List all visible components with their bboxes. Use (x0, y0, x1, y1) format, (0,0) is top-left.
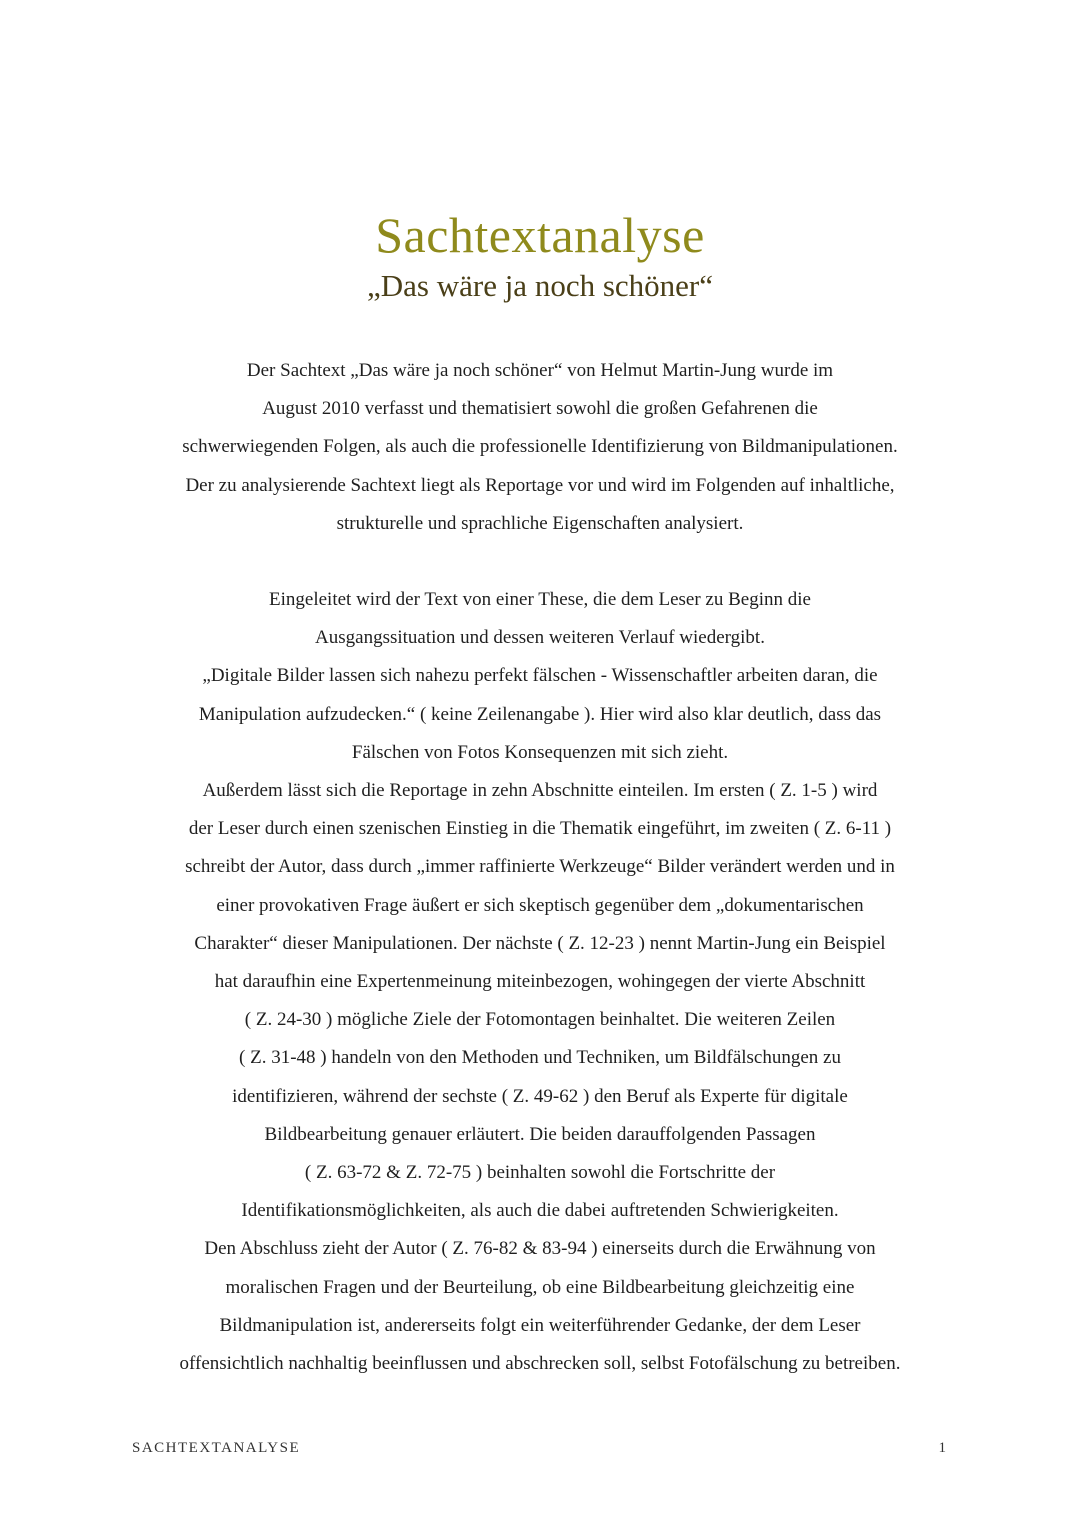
text-line: offensichtlich nachhaltig beeinflussen und abschrecken soll, selbst Fotofälschung zu betreiben. (179, 1353, 901, 1375)
page-number: 1 (938, 1440, 946, 1456)
text-line: ( Z. 63-72 & Z. 72-75 ) beinhalten sowohl die Fortschritte der (304, 1162, 776, 1184)
text-line: Manipulation aufzudecken.“ ( keine Zeilenangabe ). Hier wird also klar deutlich, dass das (198, 703, 882, 725)
paragraph-introduction (110, 352, 970, 543)
text-line: identifizieren, während der sechste ( Z. 49-62 ) den Beruf als Experte für digitale (232, 1085, 848, 1107)
text-line: ( Z. 31-48 ) handeln von den Methoden und Techniken, um Bildfälschungen zu (239, 1047, 841, 1069)
text-line: schwerwiegenden Folgen, als auch die professionelle Identifizierung von Bildmanipulationen. (182, 436, 898, 458)
text-line: einer provokativen Frage äußert er sich skeptisch gegenüber dem „dokumentarischen (216, 894, 864, 916)
text-line: schreibt der Autor, dass durch „immer raffinierte Werkzeuge“ Bilder verändert werden und in (185, 856, 895, 878)
page-title: Sachtextanalyse (375, 207, 705, 263)
text-line: Den Abschluss zieht der Autor ( Z. 76-82 & 83-94 ) einerseits durch die Erwähnung von (204, 1238, 876, 1260)
text-line: Identifikationsmöglichkeiten, als auch die dabei auftretenden Schwierigkeiten. (241, 1200, 839, 1222)
text-line: strukturelle und sprachliche Eigenschaften analysiert. (336, 512, 744, 534)
footer-label: SACHTEXTANALYSE (132, 1440, 301, 1456)
text-line: der Leser durch einen szenischen Einstieg in die Thematik eingeführt, im zweiten ( Z. 6-11 ) (188, 818, 892, 840)
text-line: Der zu analysierende Sachtext liegt als Reportage vor und wird im Folgenden auf inhaltliche, (185, 474, 895, 496)
page-subtitle: „Das wäre ja noch schöner“ (367, 268, 713, 303)
body-text (110, 352, 970, 1383)
text-line: Fälschen von Fotos Konsequenzen mit sich zieht. (351, 741, 729, 763)
text-line: „Digitale Bilder lassen sich nahezu perfekt fälschen - Wissenschaftler arbeiten daran, die (202, 665, 878, 687)
text-line: ( Z. 24-30 ) mögliche Ziele der Fotomontagen beinhaltet. Die weiteren Zeilen (244, 1009, 836, 1031)
text-line: August 2010 verfasst und thematisiert sowohl die großen Gefahrenen die (262, 398, 818, 420)
text-line: hat daraufhin eine Expertenmeinung miteinbezogen, wohingegen der vierte Abschnitt (214, 971, 866, 993)
text-line: Eingeleitet wird der Text von einer These, die dem Leser zu Beginn die (269, 589, 811, 611)
text-line: Bildmanipulation ist, andererseits folgt ein weiterführender Gedanke, der dem Leser (219, 1314, 861, 1336)
paragraph-gap (110, 543, 970, 581)
text-line: Der Sachtext „Das wäre ja noch schöner“ von Helmut Martin-Jung wurde im (246, 360, 834, 381)
text-line: Ausgangssituation und dessen weiteren Verlauf wiedergibt. (315, 627, 765, 649)
text-line: Charakter“ dieser Manipulationen. Der nächste ( Z. 12-23 ) nennt Martin-Jung ein Beispiel (194, 932, 886, 954)
paragraph-analysis (110, 581, 970, 1383)
text-line: Außerdem lässt sich die Reportage in zehn Abschnitte einteilen. Im ersten ( Z. 1-5 ) wird (202, 780, 878, 802)
text-line: Bildbearbeitung genauer erläutert. Die beiden darauffolgenden Passagen (264, 1123, 816, 1145)
text-line: moralischen Fragen und der Beurteilung, ob eine Bildbearbeitung gleichzeitig eine (225, 1276, 855, 1298)
